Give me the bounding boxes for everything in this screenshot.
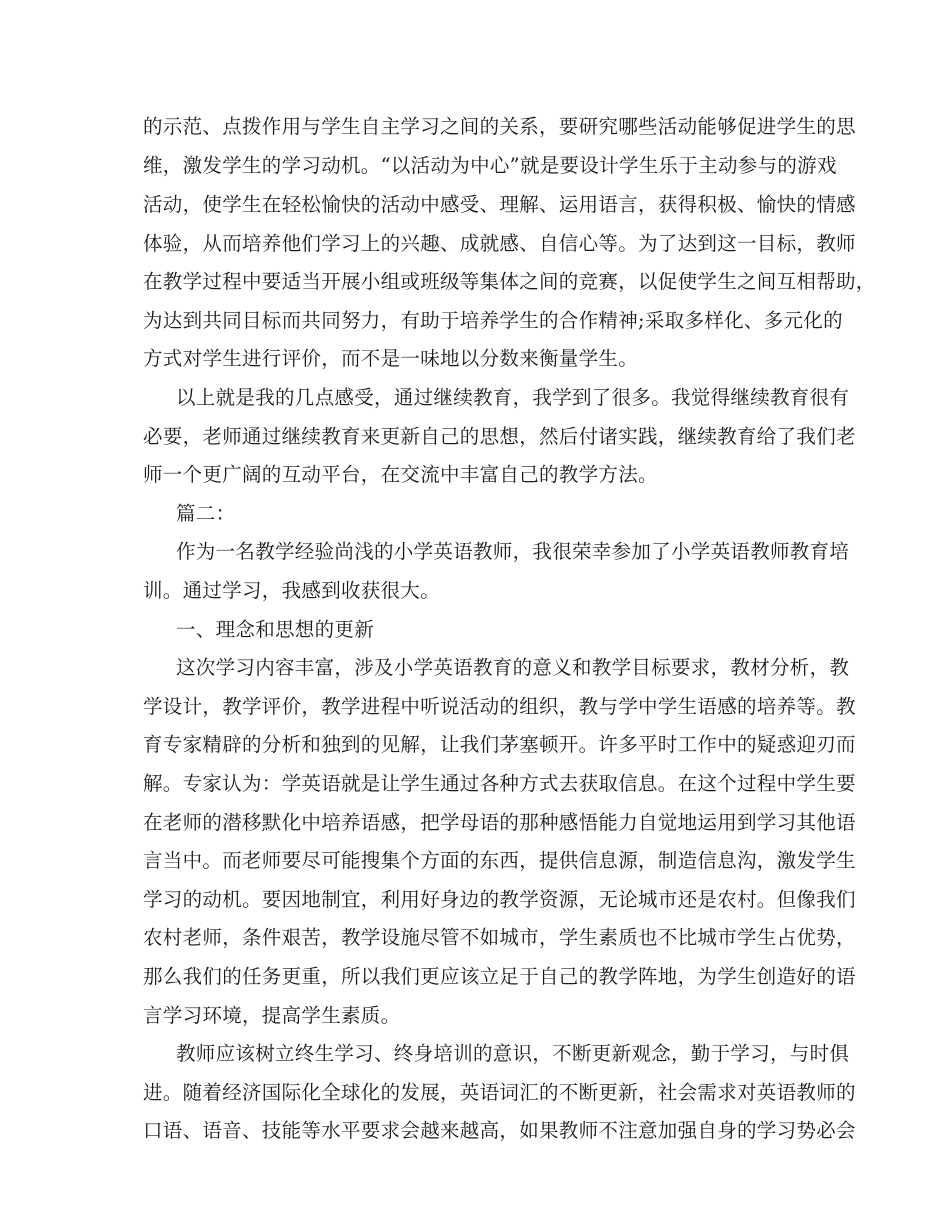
text-line: 口语、语音、技能等水平要求会越来越高，如果教师不注意加强自身的学习势必会 — [143, 1119, 856, 1142]
text-line: 这次学习内容丰富，涉及小学英语教育的意义和教学目标要求，教材分析，教 — [176, 656, 850, 679]
text-line: 必要，老师通过继续教育来更新自己的思想，然后付诸实践，继续教育给了我们老 — [143, 425, 856, 448]
text-line: 维，激发学生的学习动机。“以活动为中心”就是要设计学生乐于主动参与的游戏 — [143, 154, 837, 177]
text-line: 师一个更广阔的互动平台，在交流中丰富自己的教学方法。 — [143, 463, 658, 486]
section-heading: 篇二： — [176, 502, 236, 525]
text-line: 以上就是我的几点感受，通过继续教育，我学到了很多。我觉得继续教育很有 — [176, 386, 850, 409]
text-line: 育专家精辟的分析和独到的见解，让我们茅塞顿开。许多平时工作中的疑惑迎刃而 — [143, 733, 856, 756]
text-line: 活动，使学生在轻松愉快的活动中感受、理解、运用语言，获得积极、愉快的情感 — [143, 193, 856, 216]
text-line: 进。随着经济国际化全球化的发展，英语词汇的不断更新，社会需求对英语教师的 — [143, 1081, 856, 1104]
text-line: 训。通过学习，我感到收获很大。 — [143, 579, 441, 602]
subheading: 一、理念和思想的更新 — [176, 618, 375, 641]
text-line: 的示范、点拨作用与学生自主学习之间的关系，要研究哪些活动能够促进学生的思 — [143, 115, 856, 138]
text-line: 学设计，教学评价，教学进程中听说活动的组织，教与学中学生语感的培养等。教 — [143, 695, 856, 718]
text-line: 在教学过程中要适当开展小组或班级等集体之间的竞赛，以促使学生之间互相帮助， — [143, 270, 876, 293]
text-line: 解。专家认为：学英语就是让学生通过各种方式去获取信息。在这个过程中学生要 — [143, 772, 856, 795]
text-line: 农村老师，条件艰苦，教学设施尽管不如城市，学生素质也不比城市学生占优势， — [143, 926, 856, 949]
text-line: 教师应该树立终生学习、终身培训的意识，不断更新观念，勤于学习，与时俱 — [176, 1042, 850, 1065]
text-line: 在老师的潜移默化中培养语感，把学母语的那种感悟能力自觉地运用到学习其他语 — [143, 811, 856, 834]
text-line: 作为一名教学经验尚浅的小学英语教师，我很荣幸参加了小学英语教师教育培 — [176, 540, 850, 563]
text-line: 体验，从而培养他们学习上的兴趣、成就感、自信心等。为了达到这一目标，教师 — [143, 232, 856, 255]
text-line: 言学习环境，提高学生素质。 — [143, 1004, 401, 1027]
text-line: 为达到共同目标而共同努力，有助于培养学生的合作精神;采取多样化、多元化的 — [143, 309, 843, 332]
text-line: 学习的动机。要因地制宜，利用好身边的教学资源，无论城市还是农村。但像我们 — [143, 888, 856, 911]
text-line: 那么我们的任务更重，所以我们更应该立足于自己的教学阵地，为学生创造好的语 — [143, 965, 856, 988]
text-line: 言当中。而老师要尽可能搜集个方面的东西，提供信息源，制造信息沟，激发学生 — [143, 849, 856, 872]
text-line: 方式对学生进行评价，而不是一味地以分数来衡量学生。 — [143, 347, 639, 370]
